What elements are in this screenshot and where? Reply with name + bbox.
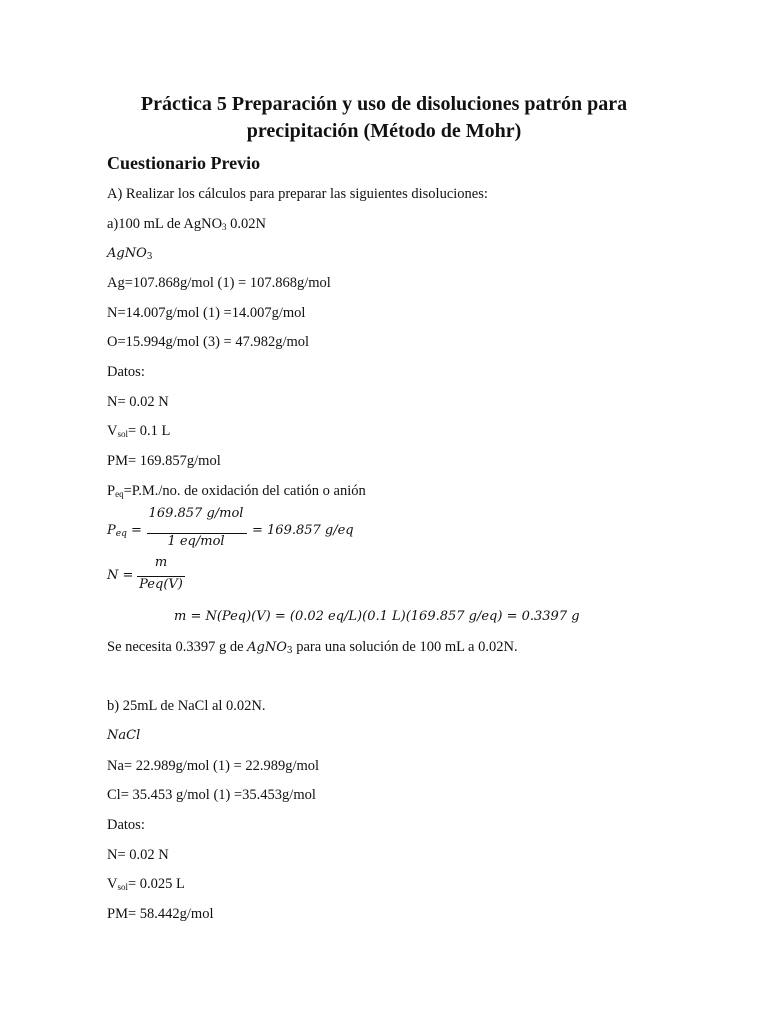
intro-text: A) Realizar los cálculos para preparar las siguientes disoluciones: bbox=[107, 186, 488, 202]
o-mass-line: O=15.994g/mol (3) = 47.982g/mol bbox=[107, 334, 310, 350]
mass-equation: m = N(Peq)(V) = (0.02 eq/L)(0.1 L)(169.857 g/eq) = 0.3397 g bbox=[174, 609, 580, 624]
normality-denominator: Peq(V) bbox=[139, 577, 183, 592]
part-a-label: a)100 mL de AgNO$_3$ 0.02N bbox=[107, 216, 267, 232]
volume-a: $V_{sol}= 0.1$ L bbox=[107, 423, 171, 439]
peq-equation-rhs: = 169.857 g/eq bbox=[252, 523, 354, 538]
volume-b: $V_{sol}= 0.025$ L bbox=[107, 876, 185, 892]
cl-mass-line: Cl= 35.453 g/mol (1) =35.453g/mol bbox=[107, 787, 316, 803]
title-line-1: Práctica 5 Preparación y uso de disoluciones patrón para bbox=[140, 93, 628, 115]
normality-equation-lhs: N = bbox=[107, 568, 134, 583]
part-a-formula: AgNO$_3$ bbox=[107, 246, 153, 262]
page-title bbox=[60, 91, 708, 145]
normality-equation bbox=[107, 555, 227, 599]
peq-numerator: 169.857 g/mol bbox=[148, 506, 244, 521]
section-heading: Cuestionario Previo bbox=[107, 153, 261, 173]
title-line-2: precipitación (Método de Mohr) bbox=[246, 120, 522, 142]
peq-denominator: 1 eq/mol bbox=[167, 534, 225, 549]
part-b-formula: NaCl bbox=[107, 728, 141, 743]
peq-definition: $P_{eq}=P.M./no$. de oxidación del catión o anión bbox=[107, 483, 366, 499]
datos-label-a: Datos: bbox=[107, 364, 145, 380]
peq-equation-lhs: $P_{eq}$ = bbox=[107, 523, 142, 539]
molar-mass-a: PM= 169.857g/mol bbox=[107, 453, 221, 469]
peq-equation bbox=[107, 506, 367, 550]
ag-mass-line: Ag=107.868g/mol (1) = 107.868g/mol bbox=[107, 275, 331, 291]
datos-label-b: Datos: bbox=[107, 817, 145, 833]
normality-b: N= 0.02 N bbox=[107, 847, 169, 863]
na-mass-line: Na= 22.989g/mol (1) = 22.989g/mol bbox=[107, 758, 320, 774]
n-mass-line: N=14.007g/mol (1) =14.007g/mol bbox=[107, 305, 306, 321]
molar-mass-b: PM= 58.442g/mol bbox=[107, 906, 214, 922]
normality-a: N= 0.02 N bbox=[107, 394, 169, 410]
conclusion-a: Se necesita 0.3397 g de AgNO$_3$ para una solución de 100 mL a 0.02N. bbox=[107, 639, 518, 656]
normality-numerator: m bbox=[154, 555, 168, 570]
part-b-label: b) 25mL de NaCl al 0.02N. bbox=[107, 698, 266, 714]
